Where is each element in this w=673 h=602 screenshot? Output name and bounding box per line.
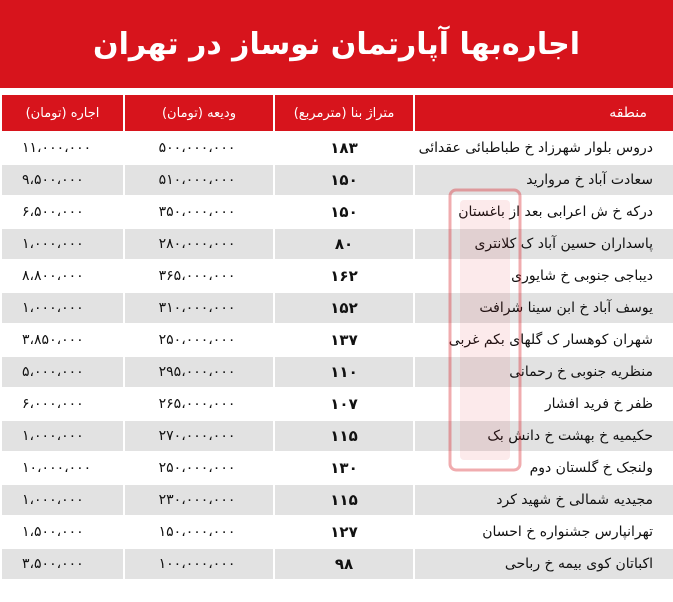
cell-deposit: ۲۷۰،۰۰۰،۰۰۰: [123, 421, 273, 453]
cell-rent: ۸،۸۰۰،۰۰۰: [0, 261, 123, 293]
cell-area: ۱۳۰: [273, 453, 413, 485]
cell-rent: ۱،۰۰۰،۰۰۰: [0, 293, 123, 325]
cell-deposit: ۱۵۰،۰۰۰،۰۰۰: [123, 517, 273, 549]
header-deposit: ودیعه (تومان): [123, 95, 273, 133]
table-row: [0, 293, 673, 325]
cell-deposit: ۳۵۰،۰۰۰،۰۰۰: [123, 197, 273, 229]
cell-deposit: ۵۱۰،۰۰۰،۰۰۰: [123, 165, 273, 197]
cell-rent: ۱،۰۰۰،۰۰۰: [0, 485, 123, 517]
cell-region: شهران کوهسار ک گلهای بکم غربی: [413, 325, 673, 357]
cell-rent: ۵،۰۰۰،۰۰۰: [0, 357, 123, 389]
cell-area: ۱۰۷: [273, 389, 413, 421]
cell-rent: ۹،۵۰۰،۰۰۰: [0, 165, 123, 197]
cell-area: ۱۱۰: [273, 357, 413, 389]
cell-deposit: ۵۰۰،۰۰۰،۰۰۰: [123, 133, 273, 165]
cell-rent: ۱۰،۰۰۰،۰۰۰: [0, 453, 123, 485]
table-header-row: [0, 95, 673, 133]
cell-deposit: ۲۶۵،۰۰۰،۰۰۰: [123, 389, 273, 421]
cell-rent: ۳،۸۵۰،۰۰۰: [0, 325, 123, 357]
cell-area: ۹۸: [273, 549, 413, 581]
cell-region: سعادت آباد خ مرواريد: [413, 165, 673, 197]
table-row: [0, 325, 673, 357]
cell-region: ولنجک خ گلستان دوم: [413, 453, 673, 485]
table-row: [0, 165, 673, 197]
cell-rent: ۱،۰۰۰،۰۰۰: [0, 229, 123, 261]
cell-area: ۸۰: [273, 229, 413, 261]
table-row: [0, 485, 673, 517]
title-bar: [0, 0, 673, 88]
cell-area: ۱۱۵: [273, 485, 413, 517]
cell-deposit: ۲۵۰،۰۰۰،۰۰۰: [123, 325, 273, 357]
cell-deposit: ۳۱۰،۰۰۰،۰۰۰: [123, 293, 273, 325]
cell-region: دیباجی جنوبی خ شایوری: [413, 261, 673, 293]
cell-region: پاسداران حسین آباد ک کلانتری: [413, 229, 673, 261]
cell-rent: ۱۱،۰۰۰،۰۰۰: [0, 133, 123, 165]
page-title: اجاره‌بها آپارتمان نوساز در تهران: [93, 26, 580, 62]
rent-table: [0, 95, 673, 581]
header-rent: اجاره (تومان): [0, 95, 123, 133]
cell-area: ۱۲۷: [273, 517, 413, 549]
cell-region: درکه خ ش اعرابی بعد از باغستان: [413, 197, 673, 229]
cell-region: تهرانپارس جشنواره خ احسان: [413, 517, 673, 549]
cell-area: ۱۵۲: [273, 293, 413, 325]
cell-deposit: ۲۸۰،۰۰۰،۰۰۰: [123, 229, 273, 261]
cell-area: ۱۶۲: [273, 261, 413, 293]
table-row: [0, 453, 673, 485]
cell-area: ۱۱۵: [273, 421, 413, 453]
cell-region: حکیمیه خ بهشت خ دانش بک: [413, 421, 673, 453]
table-row: [0, 517, 673, 549]
cell-deposit: ۲۵۰،۰۰۰،۰۰۰: [123, 453, 273, 485]
cell-area: ۱۵۰: [273, 165, 413, 197]
table-row: [0, 229, 673, 261]
cell-deposit: ۳۶۵،۰۰۰،۰۰۰: [123, 261, 273, 293]
cell-region: منظریه جنوبی خ رحمانی: [413, 357, 673, 389]
cell-area: ۱۵۰: [273, 197, 413, 229]
cell-region: مجیدیه شمالی خ شهید کرد: [413, 485, 673, 517]
cell-rent: ۶،۰۰۰،۰۰۰: [0, 389, 123, 421]
table-row: [0, 133, 673, 165]
header-area: متراژ بنا (مترمربع): [273, 95, 413, 133]
cell-area: ۱۸۳: [273, 133, 413, 165]
table-row: [0, 389, 673, 421]
cell-region: یوسف آباد خ ابن سینا شرافت: [413, 293, 673, 325]
table-row: [0, 357, 673, 389]
cell-deposit: ۲۹۵،۰۰۰،۰۰۰: [123, 357, 273, 389]
cell-area: ۱۳۷: [273, 325, 413, 357]
cell-rent: ۶،۵۰۰،۰۰۰: [0, 197, 123, 229]
cell-rent: ۱،۰۰۰،۰۰۰: [0, 421, 123, 453]
cell-rent: ۳،۵۰۰،۰۰۰: [0, 549, 123, 581]
cell-region: ظفر خ فرید افشار: [413, 389, 673, 421]
cell-region: دروس بلوار شهرزاد خ طباطبائی عقدائی: [413, 133, 673, 165]
cell-deposit: ۲۳۰،۰۰۰،۰۰۰: [123, 485, 273, 517]
cell-rent: ۱،۵۰۰،۰۰۰: [0, 517, 123, 549]
cell-deposit: ۱۰۰،۰۰۰،۰۰۰: [123, 549, 273, 581]
cell-region: اکباتان کوی بیمه خ رباحی: [413, 549, 673, 581]
table-row: [0, 197, 673, 229]
header-region: منطقه: [413, 95, 673, 133]
table-row: [0, 261, 673, 293]
table-row: [0, 421, 673, 453]
table-row: [0, 549, 673, 581]
